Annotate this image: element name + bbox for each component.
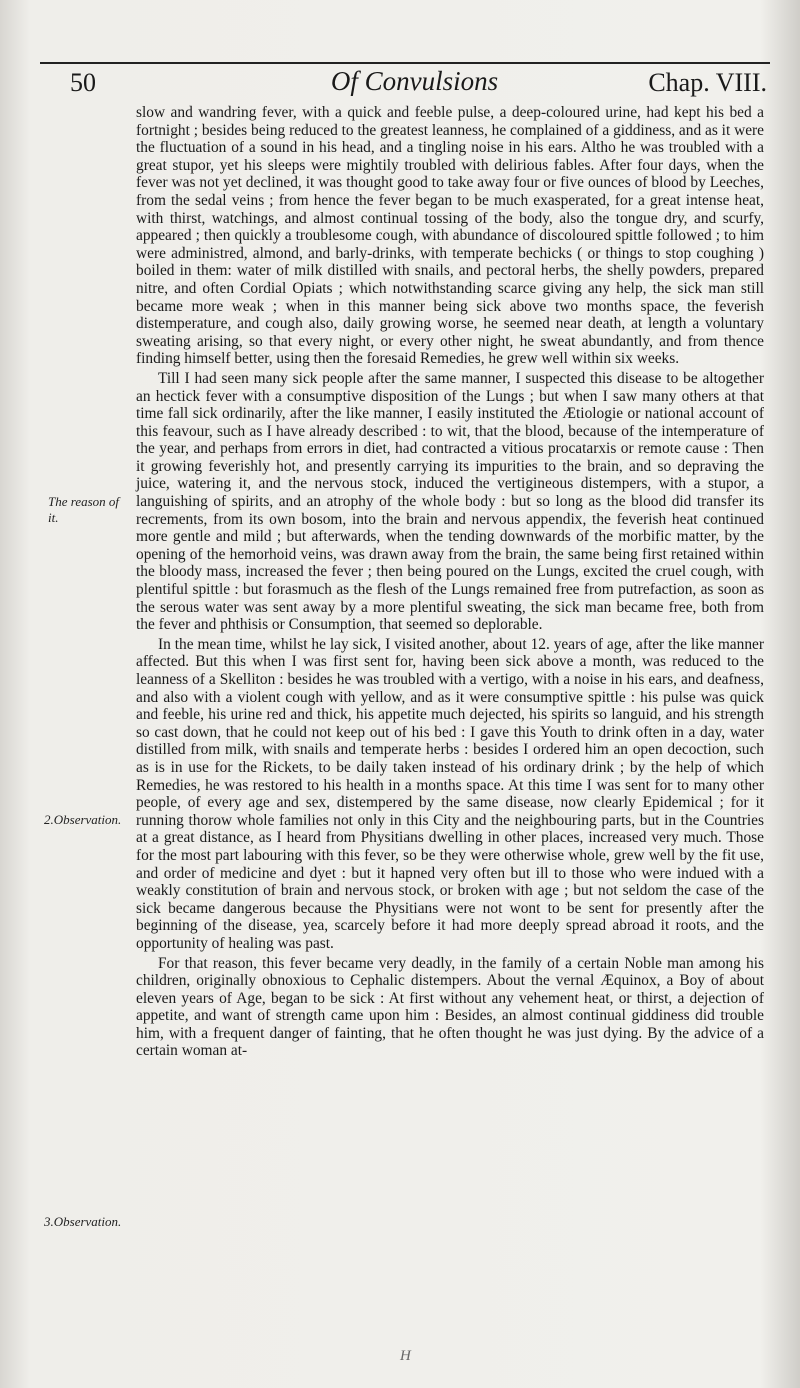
body-text (136, 104, 764, 1060)
paragraph-3: In the mean time, whilst he lay sick, I visited another, about 12. years of age, after the like manner affected. But this when I was first sent for, having been sick above a month, was reduced to the leanness of a Skelliton : besides he was troubled with a vertigo, with a noise in his ears, and deafness, and also with a violent cough with yellow, and as it were consumptive spittle : his pulse was quick and feeble, his urine red and thick, his appetite much dejected, his spirits so languid, and his strength so cast down, that he could not keep out of his bed : I gave this Youth to drink often in a day, water distilled from milk, with snails and temperate herbs : besides I ordered him an open decoction, such as is in use for the Rickets, to be daily taken instead of his ordinary drink ; by the help of which Remedies, he was restored to his health in a months space. At this time I was sent for to many other people, of every age and sex, distempered by the same disease, now clearly Epidemical ; for it running thorow whole families not only in this City and the neighbouring parts, but in the Countries at a great distance, as I heard from Physitians dwelling in other places, increased very much. Those for the most part labouring with this fever, so be they were otherwise whole, grew well by the fit use, and order of medicine and dyet : but it hapned very often but ill to those who were indued with a weakly constitution of brain and nervous stock, or broken with age ; but not seldom the case of the sick became dangerous because the Physitians were not wont to be sent for presently after the beginning of the disease, yea, scarcely before it had more deeply spread abroad it roots, and the opportunity of healing was past. (136, 635, 764, 952)
header-rule (40, 62, 770, 64)
margin-note-observation-3: 3.Observation. (44, 1214, 122, 1229)
margin-note-reason: The reason of it. (48, 494, 120, 525)
paragraph-1: slow and wandring fever, with a quick and feeble pulse, a deep-coloured urine, had kept his bed a fortnight ; besides being reduced to the greatest leanness, he complained of a giddiness, and as it were the fluctuation of a sound in his head, and a tingling noise in his ears. Altho he was troubled with a great stupor, yet his sleeps were mightily troubled with delirious fables. After four days, when the fever was not yet declined, it was thought good to take away four or five ounces of blood by Leeches, from the sedal veins ; from hence the fever began to be much exasperated, for a great intense heat, with thirst, watchings, and almost continual tossing of the body, also the tongue dry, and scurfy, appeared ; then quickly a troublesome cough, with abundance of discoloured spittle followed ; to him were administred, almond, and barly-drinks, with temperate bechicks ( or things to stop coughing ) boiled in them: water of milk distilled with snails, and pectoral herbs, the shelly powders, prepared nitre, and often Cordial Opiats ; which notwithstanding scarce giving any help, the sick man still became more weak ; when in this manner being sick above two months space, the feverish distemperature, and cough also, daily growing worse, he seemed near death, at length a voluntary sweating arising, so that every night, or every other night, he sweat abundantly, and from thence finding himself better, using then the foresaid Remedies, he grew well within six weeks. (136, 104, 764, 368)
page-header (62, 68, 767, 108)
paragraph-2: Till I had seen many sick people after the same manner, I suspected this disease to be altogether an hectick fever with a consumptive disposition of the Lungs ; but when I saw many others at that time fall sick ordinarily, after the like manner, I easily instituted the Ætiologie or national account of this feavour, such as I have already described : to wit, that the blood, because of the intemperature of the year, and perhaps from errors in diet, had contracted a vitious procatarxis or remote cause : Then it growing feverishly hot, and presently carrying its impurities to the brain, and so depraving the juice, watering it, and the nervous stock, induced the vertigineous distempers, with a stupor, a languishing of spirits, and an atrophy of the whole body : but so long as the blood did transfer its recrements, from its own bosom, into the brain and nervous appendix, the feverish heat continued more gentle and mild ; but afterwards, when the tending downwards of the morbific matter, by the opening of the hemorhoid veins, was drawn away from the brain, the same being first retained within the bloody mass, increased the fever ; then being poured on the Lungs, excited the cruel cough, with plentiful spittle : but forasmuch as the flesh of the Lungs remained free from putrefaction, as soon as the serous water was sent away by a more plentiful sweating, the sick man became free, both from the fever and phthisis or Consumption, that seemed so deplorable. (136, 369, 764, 634)
running-title: Of Convulsions (330, 66, 499, 96)
chapter-label: Chap. VIII. (648, 68, 767, 97)
paragraph-4: For that reason, this fever became very deadly, in the family of a certain Noble man among his children, originally obnoxious to Cephalic distempers. About the vernal Æquinox, a Boy of about eleven years of Age, began to be sick : At first without any vehement heat, or thirst, a dejection of appetite, and want of strength came upon him : Besides, an almost continual giddiness did trouble him, with a frequent danger of fainting, that he often thought he was just dying. By the advice of a certain woman at- (136, 954, 764, 1060)
signature-mark: H (400, 1348, 411, 1364)
margin-note-observation-2: 2.Observation. (44, 812, 122, 827)
page-number: 50 (70, 68, 96, 97)
